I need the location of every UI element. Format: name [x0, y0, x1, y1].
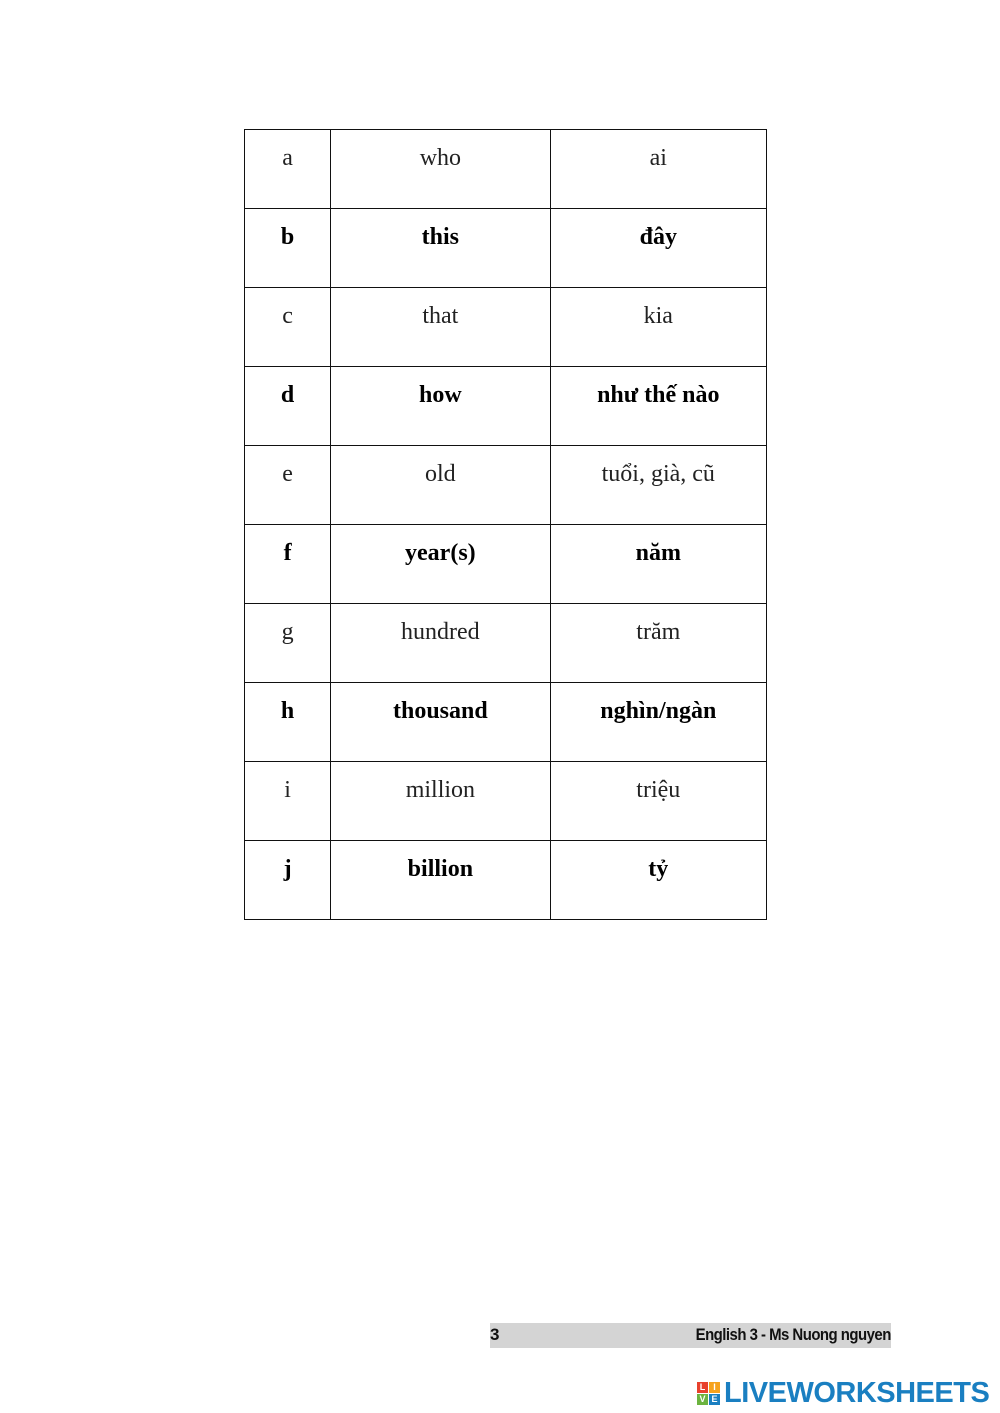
- english-word: how: [419, 382, 462, 408]
- table-row: [245, 841, 767, 920]
- row-letter: i: [284, 777, 291, 803]
- row-letter: c: [282, 303, 293, 329]
- english-word: who: [419, 145, 462, 171]
- vietnamese-meaning: năm: [635, 540, 681, 566]
- page-footer: [490, 1323, 891, 1348]
- vietnamese-meaning-cell: [550, 841, 766, 920]
- vietnamese-meaning: kia: [643, 303, 673, 329]
- english-word-cell: [331, 288, 550, 367]
- table-row: [245, 683, 767, 762]
- row-letter-cell: [245, 683, 331, 762]
- vietnamese-meaning: tỷ: [648, 856, 669, 882]
- vietnamese-meaning-cell: [550, 130, 766, 209]
- logo-tile-i: I: [709, 1382, 720, 1393]
- vietnamese-meaning: triệu: [636, 777, 681, 803]
- row-letter-cell: [245, 446, 331, 525]
- english-word-cell: [331, 683, 550, 762]
- vietnamese-meaning-cell: [550, 604, 766, 683]
- vietnamese-meaning-cell: [550, 762, 766, 841]
- table-row: [245, 525, 767, 604]
- logo-tile-v: V: [697, 1394, 708, 1405]
- english-word-cell: [331, 130, 550, 209]
- vietnamese-meaning: đây: [639, 224, 677, 250]
- row-letter: a: [282, 145, 293, 171]
- vietnamese-meaning: nghìn/ngàn: [600, 698, 717, 724]
- english-word-cell: [331, 446, 550, 525]
- footer-title: English 3 - Ms Nuong nguyen: [695, 1325, 891, 1344]
- vietnamese-meaning-cell: [550, 525, 766, 604]
- liveworksheets-logo-icon: [697, 1382, 720, 1405]
- row-letter: b: [280, 224, 295, 250]
- english-word-cell: [331, 841, 550, 920]
- row-letter-cell: [245, 525, 331, 604]
- english-word: year(s): [405, 540, 476, 566]
- page-number: 3: [490, 1325, 499, 1344]
- english-word-cell: [331, 367, 550, 446]
- row-letter-cell: [245, 604, 331, 683]
- vietnamese-meaning: như thế nào: [597, 382, 720, 408]
- english-word-cell: [331, 762, 550, 841]
- english-word-cell: [331, 209, 550, 288]
- table-row: [245, 762, 767, 841]
- english-word: old: [425, 461, 456, 487]
- vietnamese-meaning: trăm: [636, 619, 681, 645]
- english-word: million: [405, 777, 476, 803]
- vocabulary-table: [244, 129, 767, 920]
- english-word: thousand: [392, 698, 488, 724]
- liveworksheets-brand: [697, 1377, 989, 1409]
- table-row: [245, 446, 767, 525]
- vietnamese-meaning: tuổi, già, cũ: [601, 461, 715, 487]
- vietnamese-meaning-cell: [550, 446, 766, 525]
- row-letter: h: [280, 698, 295, 724]
- english-word: that: [422, 303, 459, 329]
- vietnamese-meaning-cell: [550, 683, 766, 762]
- row-letter-cell: [245, 130, 331, 209]
- brand-name: LIVEWORKSHEETS: [724, 1376, 990, 1409]
- table-row: [245, 604, 767, 683]
- vietnamese-meaning: ai: [649, 145, 667, 171]
- row-letter: f: [283, 540, 292, 566]
- english-word: hundred: [401, 619, 480, 645]
- english-word-cell: [331, 604, 550, 683]
- vietnamese-meaning-cell: [550, 367, 766, 446]
- table-row: [245, 288, 767, 367]
- row-letter-cell: [245, 209, 331, 288]
- vietnamese-meaning-cell: [550, 288, 766, 367]
- vocabulary-table-body: [245, 130, 767, 920]
- logo-tile-e: E: [709, 1394, 720, 1405]
- english-word-cell: [331, 525, 550, 604]
- english-word: billion: [407, 856, 474, 882]
- row-letter: e: [282, 461, 293, 487]
- row-letter-cell: [245, 288, 331, 367]
- table-row: [245, 209, 767, 288]
- row-letter-cell: [245, 762, 331, 841]
- vietnamese-meaning-cell: [550, 209, 766, 288]
- row-letter: d: [280, 382, 295, 408]
- logo-tile-l: L: [697, 1382, 708, 1393]
- row-letter: j: [283, 856, 292, 882]
- row-letter-cell: [245, 367, 331, 446]
- row-letter-cell: [245, 841, 331, 920]
- english-word: this: [421, 224, 460, 250]
- table-row: [245, 130, 767, 209]
- row-letter: g: [281, 619, 294, 645]
- table-row: [245, 367, 767, 446]
